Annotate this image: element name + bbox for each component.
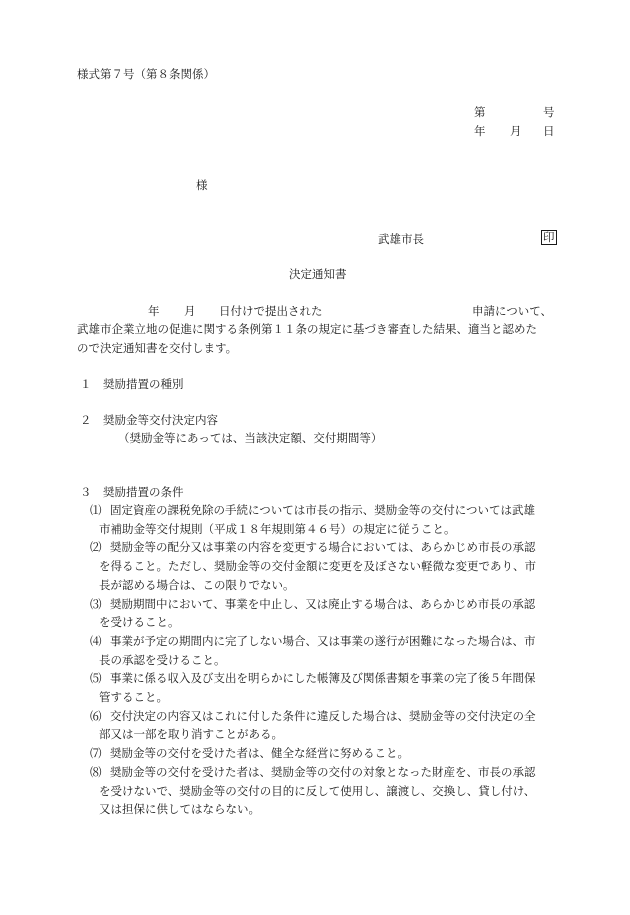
condition-text-line: 奨励金等の交付を受けた者は、奨励金等の交付の対象となった財産を、市長の承認 bbox=[110, 764, 536, 779]
condition-text-line: を得ること。ただし、奨励金等の交付金額に変更を及ぼさない軽微な変更であり、市 bbox=[99, 559, 536, 574]
intro-year: 年 bbox=[148, 304, 160, 318]
condition-number: ⑷ bbox=[90, 633, 102, 648]
document-title: 決定通知書 bbox=[289, 267, 347, 281]
date-label-month: 月 bbox=[510, 124, 522, 138]
condition-text-line: 市補助金等交付規則（平成１８年規則第４６号）の規定に従うこと。 bbox=[99, 521, 456, 536]
condition-number: ⑶ bbox=[90, 596, 102, 611]
condition-text-line: 固定資産の課税免除の手続については市長の指示、奨励金等の交付については武雄 bbox=[110, 503, 536, 517]
condition-text-line: を受けないで、奨励金等の交付の目的に反して使用し、譲渡し、交換し、貸し付け、 bbox=[99, 783, 536, 798]
number-label-dai: 第 bbox=[474, 105, 486, 119]
addressee-suffix: 様 bbox=[196, 178, 208, 192]
condition-number: ⑻ bbox=[90, 764, 102, 779]
condition-text-line: 奨励金等の配分又は事業の内容を変更する場合においては、あらかじめ市長の承認 bbox=[110, 540, 536, 555]
condition-text-line: 管すること。 bbox=[99, 690, 168, 704]
condition-text-line: 事業が予定の期間内に完了しない場合、又は事業の遂行が困難になった場合は、市 bbox=[110, 633, 536, 648]
condition-number: ⑵ bbox=[90, 540, 102, 555]
condition-text-line: 又は担保に供してはならない。 bbox=[99, 802, 260, 817]
section-3-heading: ３ 奨励措置の条件 bbox=[80, 485, 184, 499]
intro-application: 申請について、 bbox=[472, 304, 553, 318]
condition-text-line: 奨励期間中において、事業を中止し、又は廃止する場合は、あらかじめ市長の承認 bbox=[110, 596, 536, 611]
condition-text-line: 長の承認を受けること。 bbox=[99, 652, 226, 667]
condition-text-line: 奨励金等の交付を受けた者は、健全な経営に努めること。 bbox=[110, 746, 409, 761]
seal-stamp: 印 bbox=[543, 230, 555, 244]
condition-text-line: を受けること。 bbox=[99, 615, 180, 630]
section-2-heading: ２ 奨励金等交付決定内容 bbox=[80, 413, 218, 427]
condition-text-line: 交付決定の内容又はこれに付した条件に違反した場合は、奨励金等の交付決定の全 bbox=[110, 708, 536, 723]
form-number: 様式第７号（第８条関係） bbox=[77, 67, 215, 81]
number-label-go: 号 bbox=[543, 105, 555, 119]
intro-month: 月 bbox=[184, 304, 196, 318]
section-2-note: （奨励金等にあっては、当該決定額、交付期間等） bbox=[118, 431, 383, 445]
section-1-heading: １ 奨励措置の種別 bbox=[80, 377, 184, 391]
condition-number: ⑸ bbox=[90, 671, 102, 686]
date-label-year: 年 bbox=[474, 124, 486, 138]
condition-number: ⑺ bbox=[90, 746, 102, 761]
condition-text-line: 事業に係る収入及び支出を明らかにした帳簿及び関係書類を事業の完了後５年間保 bbox=[110, 671, 536, 686]
condition-text-line: 長が認める場合は、この限りでない。 bbox=[99, 577, 295, 592]
intro-line-3: ので決定通知書を交付します。 bbox=[77, 341, 238, 355]
condition-text-line: 部又は一部を取り消すことがある。 bbox=[99, 727, 283, 742]
intro-submitted: 日付けで提出された bbox=[219, 304, 323, 318]
condition-number: ⑹ bbox=[90, 708, 102, 723]
date-label-day: 日 bbox=[543, 124, 555, 138]
condition-number: ⑴ bbox=[90, 503, 102, 517]
issuer-name: 武雄市長 bbox=[378, 232, 424, 246]
seal-mark bbox=[541, 230, 557, 245]
intro-line-2: 武雄市企業立地の促進に関する条例第１１条の規定に基づき審査した結果、適当と認めた bbox=[77, 322, 537, 336]
